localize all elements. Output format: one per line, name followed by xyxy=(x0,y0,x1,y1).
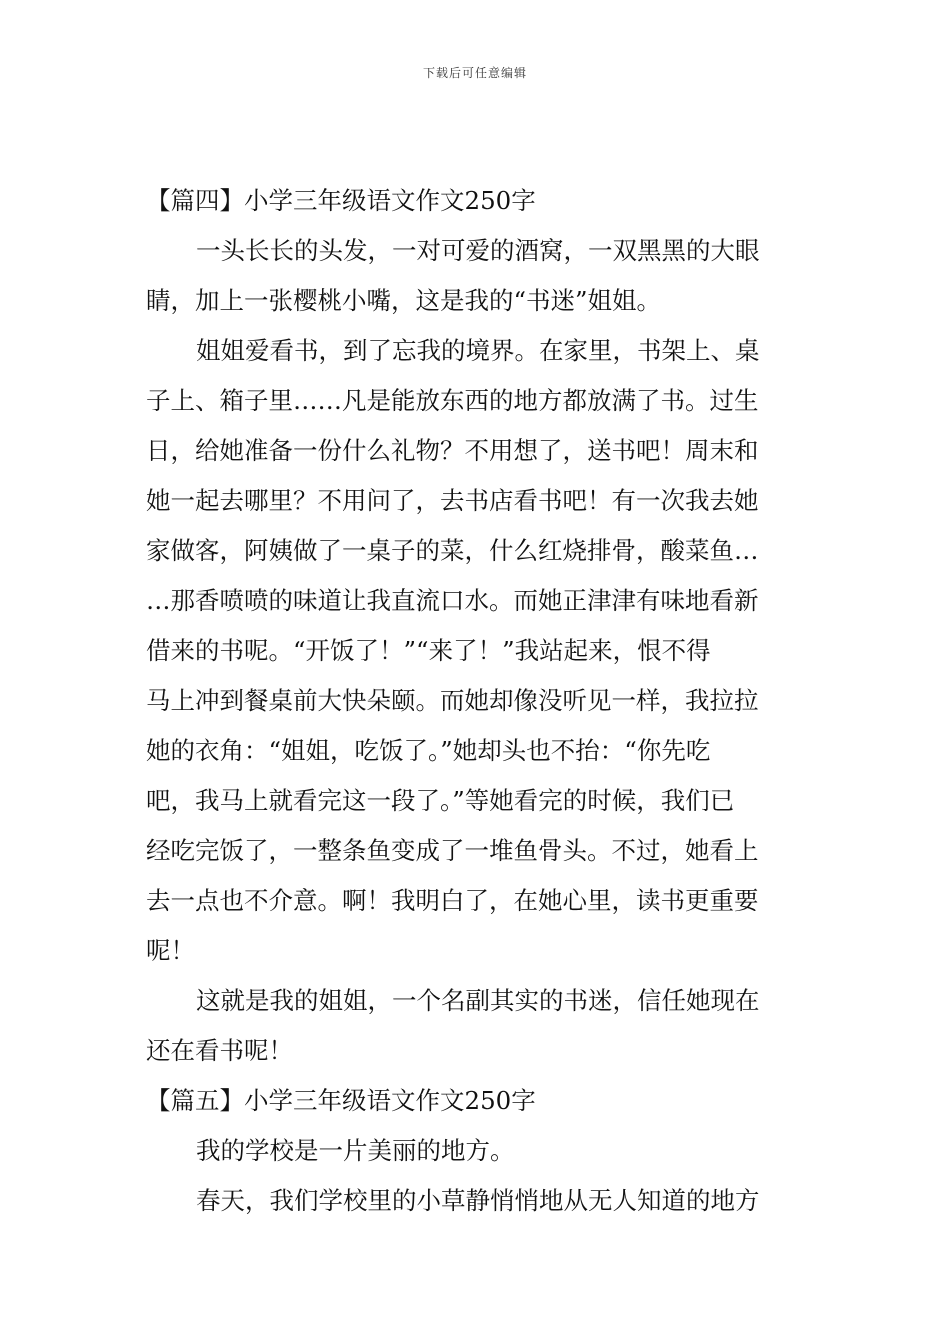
paragraph-line: 这就是我的姐姐，一个名副其实的书迷，信任她现在 xyxy=(196,986,760,1015)
paragraph-line: 去一点也不介意。啊！我明白了，在她心里，读书更重要 xyxy=(146,886,759,915)
paragraph-line: 日，给她准备一份什么礼物？不用想了，送书吧！周末和 xyxy=(146,436,759,465)
paragraph-line: …那香喷喷的味道让我直流口水。而她正津津有味地看新 xyxy=(146,586,759,615)
paragraph-line: 呢！ xyxy=(146,936,195,965)
paragraph-line: 一头长长的头发，一对可爱的酒窝，一双黑黑的大眼 xyxy=(196,236,760,265)
paragraph-line: 姐姐爱看书，到了忘我的境界。在家里，书架上、桌 xyxy=(196,336,760,365)
paragraph-line: 吧，我马上就看完这一段了。”等她看完的时候，我们已 xyxy=(146,786,735,815)
paragraph-line: 家做客，阿姨做了一桌子的菜，什么红烧排骨，酸菜鱼… xyxy=(146,536,759,565)
paragraph-line: 经吃完饭了，一整条鱼变成了一堆鱼骨头。不过，她看上 xyxy=(146,836,759,865)
paragraph-line: 我的学校是一片美丽的地方。 xyxy=(196,1136,515,1165)
section-heading: 【篇五】小学三年级语文作文250字 xyxy=(146,1086,536,1115)
page-header-note: 下载后可任意编辑 xyxy=(422,66,527,80)
document-body xyxy=(146,176,808,1226)
paragraph-line: 春天，我们学校里的小草静悄悄地从无人知道的地方 xyxy=(196,1186,760,1215)
paragraph-line: 睛，加上一张樱桃小嘴，这是我的“书迷”姐姐。 xyxy=(146,286,662,315)
paragraph-line: 马上冲到餐桌前大快朵颐。而她却像没听见一样，我拉拉 xyxy=(146,686,759,715)
paragraph-line: 借来的书呢。“开饭了！”“来了！”我站起来，恨不得 xyxy=(146,636,711,665)
paragraph-line: 她一起去哪里？不用问了，去书店看书吧！有一次我去她 xyxy=(146,486,759,515)
paragraph-line: 子上、箱子里……凡是能放东西的地方都放满了书。过生 xyxy=(146,386,759,415)
paragraph-line: 还在看书呢！ xyxy=(146,1036,293,1065)
paragraph-line: 她的衣角：“姐姐，吃饭了。”她却头也不抬：“你先吃 xyxy=(146,736,711,765)
section-heading: 【篇四】小学三年级语文作文250字 xyxy=(146,186,536,215)
